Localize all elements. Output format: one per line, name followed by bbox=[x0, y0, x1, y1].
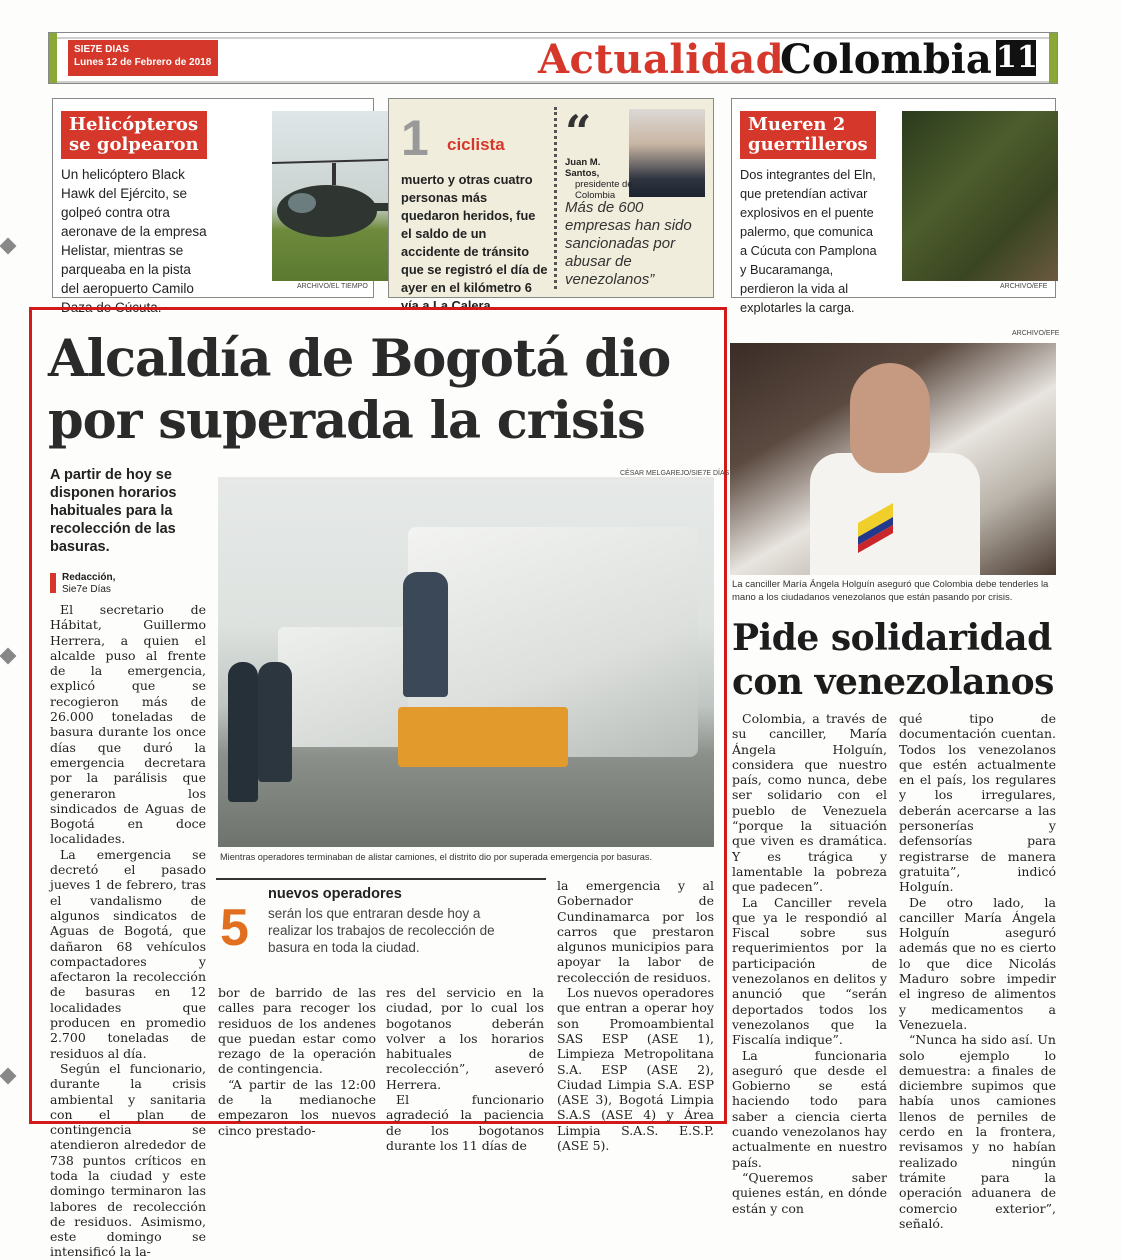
publication-date: Lunes 12 de Febrero de 2018 bbox=[74, 57, 212, 68]
worker-figure bbox=[228, 662, 258, 802]
garbage-trucks-photo bbox=[218, 477, 714, 847]
headline-line: por superada la crisis bbox=[48, 391, 645, 451]
brief-line: accidente de tránsito bbox=[401, 244, 530, 259]
deck-line: disponen horarios bbox=[50, 485, 177, 501]
registration-mark bbox=[0, 1068, 16, 1085]
brief-title-line: Helicópteros bbox=[69, 114, 199, 135]
byline-accent bbox=[50, 573, 56, 593]
paragraph: El funcionario agradeció la paciencia de los bogotanos durante los 11 días de bbox=[386, 1092, 544, 1153]
brief-line: parqueaba en la pista bbox=[61, 262, 191, 277]
pull-quote bbox=[565, 199, 705, 289]
publication-name: SIE7E DIAS bbox=[74, 44, 130, 55]
article-column bbox=[50, 602, 206, 1260]
header-accent bbox=[49, 33, 57, 83]
photo-caption: La canciller María Ángela Holguín aseguró que Colombia debe tenderles la mano a los ciudadanos venezolanos que están pasando por crisis. bbox=[732, 579, 1049, 603]
brief-line: vía a La Calera. bbox=[401, 298, 495, 313]
brief-line: el saldo de un bbox=[401, 226, 487, 241]
paragraph: El secretario de Hábitat, Guillermo Herrera, a quien el alcalde puso al frente de la emergencia, explicó que se recogieron más de 26.000 toneladas de basura durante los once días que duró la emergencia decretara por la parálisis que generaron los sindicados de Aguas de Bogotá en doce localidades. bbox=[50, 602, 206, 847]
truck-bumper bbox=[398, 707, 568, 767]
registration-mark bbox=[0, 238, 16, 255]
paragraph: la emergencia y al Gobernador de Cundinamarca por los carros que prestaron algunos municipios para apoyar la labor de recolección de residuos. bbox=[557, 878, 714, 985]
brief-line: Helistar, mientras se bbox=[61, 243, 184, 258]
dotted-divider bbox=[554, 107, 557, 289]
chancellor-photo bbox=[730, 343, 1056, 575]
worker-figure bbox=[403, 572, 448, 697]
section-title: Actualidad bbox=[538, 36, 785, 83]
brief-title-line: se golpearon bbox=[69, 134, 199, 155]
paragraph: qué tipo de documentación cuentan. Todos los venezolanos que estén actualmente en el país, los regulares y los irregulares, deberán acercarse a las personerías y defensorías para registrarse de manera gratuita”, indicó Holguín. bbox=[899, 711, 1056, 895]
article-deck bbox=[50, 466, 210, 556]
speaker-name: Juan M. bbox=[565, 157, 601, 168]
brief-line: Daza de Cúcuta. bbox=[61, 300, 162, 315]
brief-line: Dos integrantes del Eln, bbox=[740, 167, 876, 182]
brief-line: quedaron heridos, fue bbox=[401, 208, 536, 223]
photo-credit: CÉSAR MELGAREJO/SIE7E DÍAS bbox=[620, 470, 730, 477]
paragraph: res del servicio en la ciudad, por lo cual los bogotanos deberán volver a los horarios habituales de recolección”, aseveró Herrera. bbox=[386, 985, 544, 1092]
brief-line: muerto y otras cuatro bbox=[401, 172, 533, 187]
paragraph: “Nunca ha sido así. Un solo ejemplo lo demuestra: a finales de diciembre supimos que había unos camiones llenos de perniles de cerdo en la frontera, revisamos y no habían realizado ningún trámite para la operación aduanera de comercio exterior”, señaló. bbox=[899, 1032, 1056, 1231]
photo-caption: Mientras operadores terminaban de alistar camiones, el distrito dio por superada emergencia por basuras. bbox=[220, 852, 653, 862]
headline-line: con venezolanos bbox=[732, 661, 1054, 703]
headline-line: Alcaldía de Bogotá dio bbox=[48, 329, 671, 389]
figure-shape bbox=[850, 363, 930, 473]
brief-line: perdieron la vida al bbox=[740, 281, 849, 296]
header-accent bbox=[1049, 33, 1057, 83]
brief-line: Un helicóptero Black bbox=[61, 167, 185, 182]
paragraph: De otro lado, la canciller María Ángela Holguín aseguró además que no es cierto lo que dice Nicolás Maduro sobre impedir el ingreso de alimentos y medicamentos a Venezuela. bbox=[899, 894, 1056, 1032]
brief-helicopters bbox=[52, 98, 374, 315]
page-number: 11 bbox=[996, 40, 1038, 75]
section-subtitle: Colombia bbox=[780, 36, 992, 83]
brief-line: ayer en el kilómetro 6 bbox=[401, 280, 532, 295]
brief-title bbox=[61, 111, 207, 159]
article-column bbox=[732, 711, 887, 1216]
byline bbox=[62, 572, 115, 596]
deck-line: habituales para la bbox=[50, 503, 173, 519]
guerrilla-photo bbox=[902, 111, 1058, 281]
callout-title: nuevos operadores bbox=[268, 886, 402, 902]
brief-text bbox=[740, 165, 900, 317]
headline-line: Pide solidaridad bbox=[732, 617, 1052, 659]
brief-line: que se registró el día de bbox=[401, 262, 548, 277]
callout-line: basura en toda la ciudad. bbox=[268, 940, 420, 955]
speaker-name: Santos, bbox=[565, 168, 600, 179]
paragraph: bor de barrido de las calles para recoger los residuos de los andenes que puedan estar como rezago de la operación de contingencia. bbox=[218, 985, 376, 1077]
byline-outlet: Sie7e Días bbox=[62, 584, 111, 595]
deck-line: recolección de las bbox=[50, 521, 176, 537]
article-headline bbox=[48, 328, 718, 452]
quote-line: venezolanos” bbox=[565, 271, 655, 288]
speaker-role: presidente de bbox=[575, 179, 633, 190]
paragraph: Los nuevos operadores que entran a operar hoy son Promoambiental SAS ESP (ASE 1), Limpieza Metropolitana S.A. ESP (ASE 2), Ciudad Limpia S.A. ESP (ASE 3), Bogotá Limpia S.A.S (ASE 4) y Área Limpia S.A.S. E.S.P. (ASE 5). bbox=[557, 985, 714, 1154]
paragraph: La emergencia se decretó el pasado jueves 1 de febrero, tras el vandalismo de algunos sindicatos de Aguas de Bogotá, que dañaron 68 vehículos compactadores y afectaron la recolección de basuras en 12 localidades que producen en promedio 2.700 toneladas de residuos al día. bbox=[50, 846, 206, 1061]
article-headline bbox=[732, 616, 1062, 704]
paragraph: “A partir de las 12:00 de la medianoche empezaron los nuevos cinco prestado- bbox=[218, 1076, 376, 1138]
deck-line: basuras. bbox=[50, 539, 110, 555]
brief-guerrillas bbox=[731, 98, 1056, 315]
publication-badge bbox=[68, 40, 218, 76]
speaker-role: Colombia bbox=[575, 190, 616, 201]
quote-line: Más de 600 bbox=[565, 199, 644, 216]
brief-cyclist bbox=[388, 98, 714, 313]
brief-title bbox=[740, 111, 876, 159]
brief-text bbox=[401, 171, 551, 315]
brief-line: del aeropuerto Camilo bbox=[61, 281, 194, 296]
paragraph: Colombia, a través de su canciller, María Ángela Holguín, considera que nuestro país, como nunca, debe ser solidario con el pueblo de Venezuela “porque la situación que viven es dramática. Y es trágica y lamentable la pobreza que padecen”. bbox=[732, 711, 887, 895]
brief-line: palermo, que comunica bbox=[740, 224, 874, 239]
big-number: 1 bbox=[401, 110, 429, 166]
callout-line: realizar los trabajos de recolección de bbox=[268, 923, 495, 938]
photo-credit: ARCHIVO/EL TIEMPO bbox=[297, 283, 368, 290]
brief-line: aeronave de la empresa bbox=[61, 224, 207, 239]
brief-line: explosivos en el puente bbox=[740, 205, 874, 220]
brief-line: personas más bbox=[401, 190, 488, 205]
paragraph: Según el funcionario, durante la crisis ambiental y sanitaria con el plan de contingencia se atendieron alrededor de 738 puntos críticos en toda la ciudad y este domingo terminaron las labores de recolección de residuos. Asimismo, este domingo se intensificó la la- bbox=[50, 1060, 206, 1260]
number-label: ciclista bbox=[447, 135, 505, 154]
callout-rule bbox=[216, 878, 546, 880]
brief-text bbox=[61, 165, 266, 317]
brief-line: que pretendían activar bbox=[740, 186, 868, 201]
brief-line: a Cúcuta con Pamplona bbox=[740, 243, 877, 258]
paragraph: La funcionaria aseguró que desde el Gobierno se está haciendo todo para saber a ciencia cierta cuando venezolanos hay actualmente en nuestro país. bbox=[732, 1047, 887, 1170]
article-column bbox=[386, 985, 544, 1153]
article-column bbox=[557, 878, 714, 1153]
quote-attribution bbox=[565, 157, 633, 201]
quote-line: abusar de bbox=[565, 253, 632, 270]
callout-text bbox=[268, 905, 523, 956]
brief-line: explotarles la carga. bbox=[740, 300, 855, 315]
brief-line: Hawk del Ejército, se bbox=[61, 186, 188, 201]
paragraph: “Queremos saber quienes están, en dónde están y con bbox=[732, 1169, 887, 1216]
worker-figure bbox=[258, 662, 292, 782]
callout-number: 5 bbox=[220, 899, 249, 957]
brief-line: golpeó contra otra bbox=[61, 205, 170, 220]
paragraph: La Canciller revela que ya le respondió al Fiscal sobre sus requerimientos por la participación de venezolanos en delitos y anunció que “serán deportados todos los venezolanos que la Fiscalía indique”. bbox=[732, 894, 887, 1048]
brief-title-line: guerrilleros bbox=[748, 134, 868, 155]
quote-line: empresas han sido bbox=[565, 217, 692, 234]
article-column bbox=[899, 711, 1056, 1231]
byline-author: Redacción, bbox=[62, 572, 116, 583]
article-column bbox=[218, 985, 376, 1138]
brief-line: y Bucaramanga, bbox=[740, 262, 834, 277]
portrait-photo bbox=[629, 109, 705, 197]
photo-credit: ARCHIVO/EFE bbox=[1000, 283, 1048, 290]
photo-credit: ARCHIVO/EFE bbox=[1012, 330, 1060, 337]
colombia-flag-icon bbox=[858, 503, 898, 563]
registration-mark bbox=[0, 648, 16, 665]
quote-line: sancionadas por bbox=[565, 235, 676, 252]
callout-line: serán los que entraran desde hoy a bbox=[268, 906, 481, 921]
quote-icon: “ bbox=[565, 105, 592, 159]
brief-title-line: Mueren 2 bbox=[748, 114, 846, 135]
deck-line: A partir de hoy se bbox=[50, 467, 172, 483]
